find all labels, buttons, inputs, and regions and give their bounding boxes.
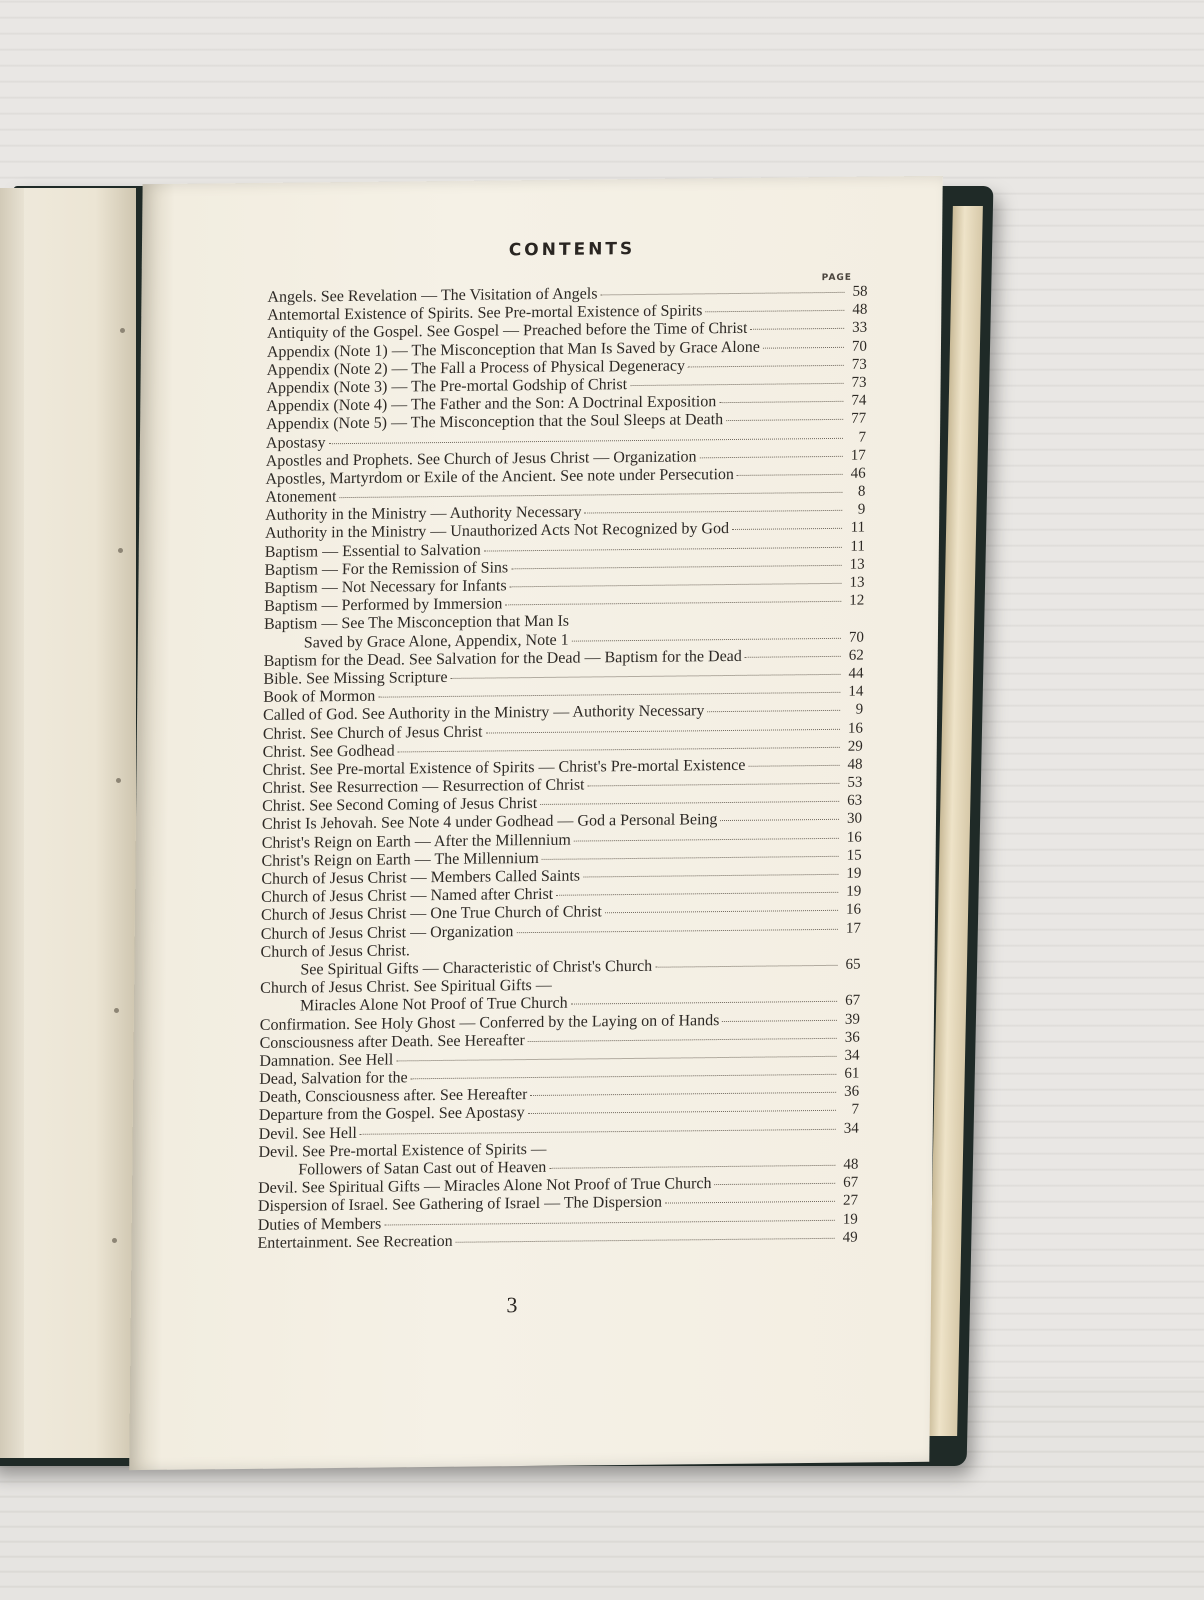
dot-leader <box>705 310 844 312</box>
dot-leader <box>688 365 844 368</box>
entry-text: Christ's Reign on Earth — After the Millennium <box>261 831 571 852</box>
dot-leader <box>585 510 843 514</box>
dot-leader <box>516 928 838 932</box>
entry-text: Appendix (Note 5) — The Misconception that the Soul Sleeps at Death <box>266 411 724 434</box>
dot-leader <box>630 383 843 386</box>
entry-page: 27 <box>842 1192 859 1210</box>
dot-leader <box>556 892 838 896</box>
entry-page: 44 <box>848 665 864 682</box>
dot-leader <box>571 1001 838 1005</box>
entry-text: Christ. See Church of Jesus Christ <box>262 723 483 743</box>
entry-page: 36 <box>844 1083 860 1100</box>
dot-leader <box>588 783 840 787</box>
entry-text: Baptism — Essential to Salvation <box>264 541 481 561</box>
entry-text: Christ Is Jehovah. See Note 4 under Godhead — God a Personal Being <box>261 811 718 834</box>
entry-page: 34 <box>844 1047 860 1064</box>
entry-page: 9 <box>855 701 864 718</box>
dot-leader <box>339 492 842 498</box>
entry-page: 14 <box>848 683 864 700</box>
entry-text: See Spiritual Gifts — Characteristic of Christ's Church <box>300 957 653 979</box>
entry-text: Church of Jesus Christ — Named after Christ <box>261 885 554 907</box>
page-column-label: PAGE <box>821 272 853 284</box>
entry-text: Confirmation. See Holy Ghost — Conferred by the Laying on of Hands <box>259 1011 720 1034</box>
entry-page: 7 <box>858 429 867 446</box>
dot-leader <box>732 528 842 530</box>
entry-page: 65 <box>845 956 861 973</box>
dot-leader <box>510 583 842 587</box>
entry-text: Saved by Grace Alone, Appendix, Note 1 <box>303 631 569 652</box>
entry-text: Authority in the Ministry — Unauthorized Acts Not Recognized by God <box>264 520 730 543</box>
entry-text: Damnation. See Hell <box>259 1051 394 1070</box>
entry-text: Entertainment. See Recreation <box>257 1232 453 1252</box>
entry-page: 17 <box>850 447 866 464</box>
entry-text: Baptism — For the Remission of Sins <box>264 559 509 579</box>
entry-text: Miracles Alone Not Proof of True Church <box>299 994 568 1015</box>
entry-page: 8 <box>857 483 866 500</box>
dot-leader <box>720 819 839 821</box>
dot-leader <box>707 710 840 712</box>
dot-leader <box>605 910 838 913</box>
entry-text: Death, Consciousness after. See Hereafter <box>258 1086 528 1107</box>
entry-text: Church of Jesus Christ. See Spiritual Gifts — <box>260 976 552 997</box>
entry-page: 48 <box>852 301 868 318</box>
entry-text: Baptism — Not Necessary for Infants <box>264 577 507 597</box>
entry-page: 12 <box>849 592 865 609</box>
dot-leader <box>530 1092 836 1096</box>
entry-text: Apostasy <box>265 433 326 452</box>
dot-leader <box>528 1038 837 1042</box>
entry-page: 33 <box>852 319 868 337</box>
dot-leader <box>540 801 839 805</box>
entry-page: 77 <box>851 410 867 428</box>
entry-page: 67 <box>843 1174 859 1191</box>
dot-leader <box>413 948 838 952</box>
entry-text: Apostles and Prophets. See Church of Jesus Christ — Organization <box>265 448 697 470</box>
dot-leader <box>719 401 843 403</box>
entry-page: 49 <box>842 1229 858 1246</box>
entry-text: Church of Jesus Christ. <box>260 942 411 961</box>
entry-page: 11 <box>850 520 866 537</box>
dot-leader <box>700 456 843 458</box>
entry-text: Appendix (Note 2) — The Fall a Process of Physical Degeneracy <box>266 357 686 379</box>
entry-page: 19 <box>846 865 862 882</box>
entry-text: Baptism for the Dead. See Salvation for the Dead — Baptism for the Dead <box>263 647 742 670</box>
entry-page: 30 <box>846 811 863 828</box>
entry-page: 73 <box>851 374 867 391</box>
entry-text: Church of Jesus Christ — Organization <box>260 922 514 943</box>
entry-page: 15 <box>846 847 862 864</box>
entry-text: Appendix (Note 3) — The Pre-mortal Godship of Christ <box>266 376 628 397</box>
entry-page: 62 <box>848 647 864 664</box>
entry-text: Baptism — See The Misconception that Man Is <box>263 613 570 634</box>
entry-text: Church of Jesus Christ — One True Church of Christ <box>260 903 603 925</box>
dot-leader <box>384 1219 835 1225</box>
dot-leader <box>549 1165 835 1169</box>
entry-page: 58 <box>852 283 868 300</box>
dot-leader <box>722 1019 837 1021</box>
entry-text: Departure from the Gospel. See Apostasy <box>258 1104 525 1125</box>
entry-page: 13 <box>849 574 865 591</box>
dot-leader <box>748 765 839 767</box>
entry-page: 19 <box>846 883 862 900</box>
entry-page: 63 <box>847 792 863 809</box>
dot-leader <box>398 747 840 753</box>
dot-leader <box>378 692 840 698</box>
contents-page <box>129 176 943 1470</box>
dot-leader <box>550 1148 836 1151</box>
entry-page: 11 <box>850 538 865 555</box>
dot-leader <box>485 728 840 733</box>
dot-leader <box>763 346 844 348</box>
entry-page: 16 <box>847 720 864 737</box>
entry-page: 17 <box>845 920 861 937</box>
entry-text: Authority in the Ministry — Authority Necessary <box>265 503 582 525</box>
entry-text: Atonement <box>265 488 337 506</box>
entry-text: Christ. See Resurrection — Resurrection of Christ <box>262 776 585 797</box>
entry-text: Devil. See Hell <box>258 1124 358 1143</box>
dot-leader <box>528 1110 836 1114</box>
entry-page: 16 <box>845 901 862 919</box>
dot-leader <box>456 1238 835 1243</box>
entry-page: 61 <box>844 1065 860 1082</box>
entry-text: Called of God. See Authority in the Ministry — Authority Necessary <box>262 702 705 725</box>
entry-page: 46 <box>850 465 866 482</box>
contents-title: CONTENTS <box>508 239 636 261</box>
dot-leader <box>396 1056 836 1062</box>
entry-page: 29 <box>847 738 863 755</box>
dot-leader <box>328 437 843 443</box>
entry-text: Devil. See Pre-mortal Existence of Spirits — <box>258 1140 548 1161</box>
entry-page: 73 <box>851 356 867 373</box>
entry-page: 67 <box>845 992 861 1010</box>
entry-page: 48 <box>843 1156 859 1173</box>
entry-page: 53 <box>847 774 863 791</box>
dot-leader <box>450 674 840 679</box>
entry-page: 9 <box>857 501 866 518</box>
dot-leader <box>655 965 837 968</box>
entry-text: Dead, Salvation for the <box>259 1069 408 1088</box>
entry-page: 16 <box>846 829 862 846</box>
entry-page: 74 <box>851 392 867 409</box>
entry-text: Christ's Reign on Earth — The Millennium <box>261 849 539 870</box>
entry-text: Antiquity of the Gospel. See Gospel — Preached before the Time of Christ <box>266 320 748 343</box>
entry-text: Consciousness after Death. See Hereafter <box>259 1031 526 1052</box>
dot-leader <box>583 874 838 878</box>
entry-page: 34 <box>843 1120 859 1137</box>
entry-text: Christ. See Second Coming of Jesus Christ <box>262 795 538 816</box>
entry-page: 39 <box>844 1011 861 1028</box>
dot-leader <box>542 856 839 860</box>
dot-leader <box>360 1128 836 1134</box>
entry-page: 7 <box>851 1102 860 1119</box>
entry-text: Dispersion of Israel. See Gathering of Israel — The Dispersion <box>257 1193 663 1216</box>
dot-leader <box>600 292 844 296</box>
page-number: 3 <box>506 1292 518 1318</box>
entry-page: 13 <box>849 556 865 573</box>
entry-text: Appendix (Note 1) — The Misconception that Man Is Saved by Grace Alone <box>266 338 760 361</box>
entry-text: Devil. See Spiritual Gifts — Miracles Alone Not Proof of True Church <box>258 1175 712 1198</box>
dot-leader <box>572 637 841 641</box>
entry-text: Baptism — Performed by Immersion <box>264 595 503 616</box>
dot-leader <box>665 1201 835 1204</box>
dot-leader <box>511 565 841 569</box>
entry-page: 19 <box>842 1211 858 1228</box>
entry-text: Apostles, Martyrdom or Exile of the Ancient. See note under Persecution <box>265 465 735 488</box>
entry-text: Antemortal Existence of Spirits. See Pre-mortal Existence of Spirits <box>267 302 703 325</box>
entry-text: Church of Jesus Christ — Members Called Saints <box>261 867 581 888</box>
dot-leader <box>737 474 843 476</box>
dot-leader <box>574 837 839 841</box>
dot-leader <box>714 1183 835 1185</box>
entry-page: 36 <box>844 1029 860 1046</box>
entry-text: Appendix (Note 4) — The Father and the Son: A Doctrinal Exposition <box>266 393 717 416</box>
entry-page: 48 <box>847 756 863 773</box>
dot-leader <box>484 546 842 551</box>
entry-text: Followers of Satan Cast out of Heaven <box>298 1158 547 1179</box>
entry-text: Bible. See Missing Scripture <box>263 668 448 688</box>
entry-text: Book of Mormon <box>263 687 376 707</box>
dot-leader <box>726 419 843 421</box>
contents-list <box>257 283 867 1253</box>
entry-text: Christ. See Pre-mortal Existence of Spirits — Christ's Pre-mortal Existence <box>262 756 746 779</box>
entry-text: Duties of Members <box>257 1215 382 1234</box>
entry-page: 70 <box>848 629 865 646</box>
dot-leader <box>411 1074 837 1079</box>
entry-text: Angels. See Revelation — The Visitation of Angels <box>267 285 598 306</box>
left-page-edge <box>0 188 24 1458</box>
dot-leader <box>505 601 841 606</box>
entry-page: 70 <box>851 338 868 355</box>
entry-text: Christ. See Godhead <box>262 742 395 761</box>
dot-leader <box>751 328 845 330</box>
dot-leader <box>555 984 837 987</box>
dot-leader <box>572 620 841 623</box>
dot-leader <box>745 656 841 658</box>
